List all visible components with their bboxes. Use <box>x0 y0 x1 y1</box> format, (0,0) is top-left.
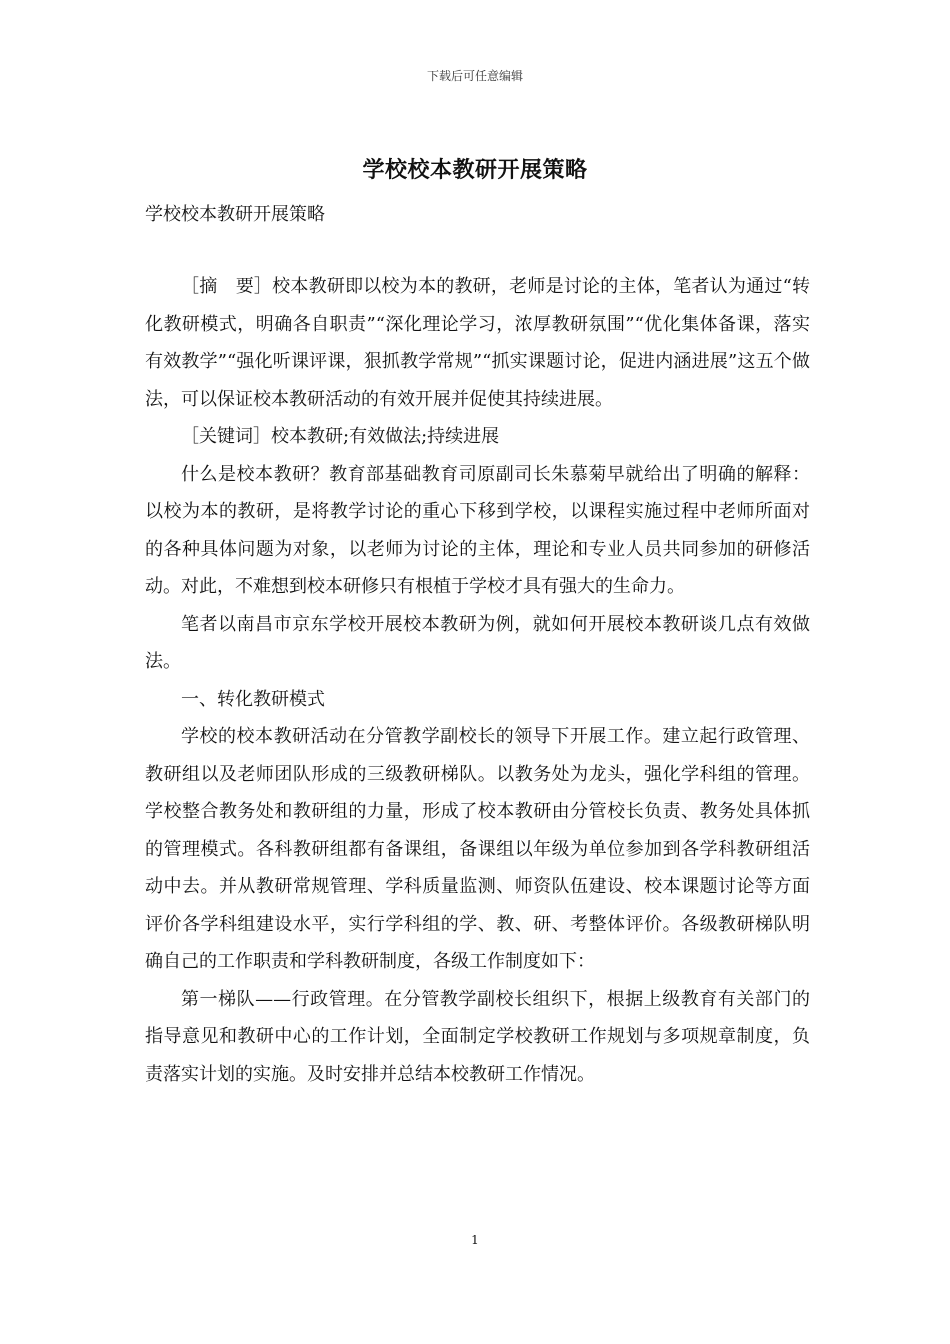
section-heading: 一、转化教研模式 <box>181 688 325 710</box>
body-paragraph: 第一梯队——行政管理。在分管教学副校长组织下，根据上级教育有关部门的指导意见和教研中心的工作计划，全面制定学校教研工作规划与多项规章制度，负责落实计划的实施。及时安排并总结本校教研工作情况。 <box>145 988 810 1085</box>
body-paragraph: 笔者以南昌市京东学校开展校本教研为例，就如何开展校本教研谈几点有效做法。 <box>145 613 810 672</box>
page-number: 1 <box>471 1233 479 1247</box>
body-paragraph: 什么是校本教研？教育部基础教育司原副司长朱慕菊早就给出了明确的解释：以校为本的教研，是将教学讨论的重心下移到学校，以课程实施过程中老师所面对的各种具体问题为对象，以老师为讨论的主体，理论和专业人员共同参加的研修活动。对此，不难想到校本研修只有根植于学校才具有强大的生命力。 <box>145 463 810 597</box>
keywords-paragraph: ［关键词］校本教研;有效做法;持续进展 <box>181 426 500 447</box>
abstract-paragraph: ［摘 要］校本教研即以校为本的教研，老师是讨论的主体，笔者认为通过“转化教研模式，明确各自职责”“深化理论学习，浓厚教研氛围”“优化集体备课，落实有效教学”“强化听课评课，狠抓教学常规”“抓实课题讨论，促进内涵进展”这五个做法，可以保证校本教研活动的有效开展并促使其持续进展。 <box>145 276 810 410</box>
document-title: 学校校本教研开展策略 <box>362 157 588 183</box>
header-note: 下载后可任意编辑 <box>426 69 523 83</box>
document-subtitle: 学校校本教研开展策略 <box>145 204 325 225</box>
body-paragraph: 学校的校本教研活动在分管教学副校长的领导下开展工作。建立起行政管理、教研组以及老师团队形成的三级教研梯队。以教务处为龙头，强化学科组的管理。学校整合教务处和教研组的力量，形成了校本教研由分管校长负责、教务处具体抓的管理模式。各科教研组都有备课组，备课组以年级为单位参加到各学科教研组活动中去。并从教研常规管理、学科质量监测、师资队伍建设、校本课题讨论等方面评价各学科组建设水平，实行学科组的学、教、研、考整体评价。各级教研梯队明确自己的工作职责和学科教研制度，各级工作制度如下： <box>145 726 810 972</box>
document-body <box>145 268 810 1093</box>
